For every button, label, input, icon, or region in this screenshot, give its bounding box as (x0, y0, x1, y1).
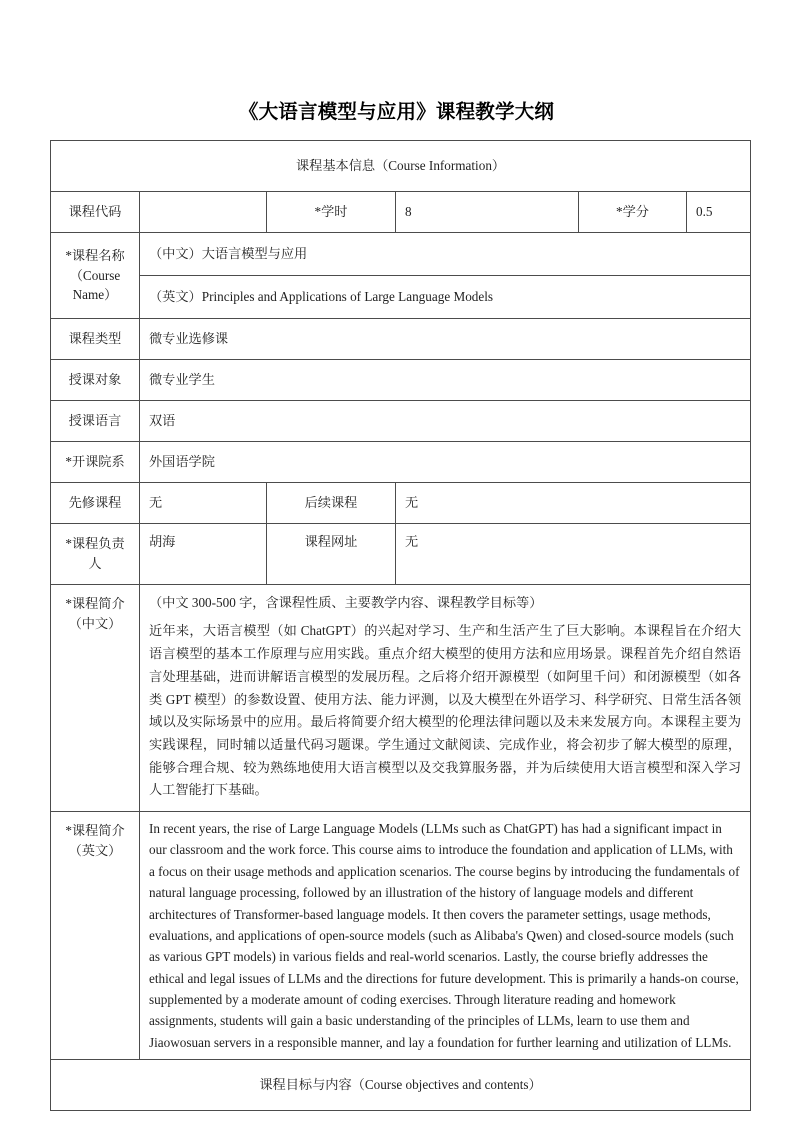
table-row-department (51, 442, 751, 483)
course-website-value: 无 (396, 524, 751, 585)
page-title: 《大语言模型与应用》课程教学大纲 (238, 102, 555, 123)
hours-label: *学时 (267, 192, 396, 233)
table-row-prerequisite (51, 483, 751, 524)
intro-cn-text: 近年来，大语言模型（如 ChatGPT）的兴起对学习、生产和生活产生了巨大影响。本课程旨在介绍大语言模型的基本工作原理与应用实践。重点介绍大模型的使用方法和应用场景。课程首先介绍自然语言处理基础，进而讲解语言模型的发展历程。之后将介绍开源模型（如阿里千问）和闭源模型（如各类 GPT 模型）的参数设置、使用方法、能力评测，以及大模型在外语学习、科学研究、日常生活各领域以及实际场景中的应用。最后将简要介绍大模型的伦理法律问题以及未来发展方向。本课程主要为实践课程，同时辅以适量代码习题课。学生通过文献阅读、完成作业，将会初步了解大模型的原理，能够合理合规、较为熟练地使用大语言模型以及交我算服务器，并为后续使用大语言模型和深入学习人工智能打下基础。 (149, 623, 742, 798)
prerequisite-label: 先修课程 (51, 483, 140, 524)
course-leader-label (51, 524, 140, 585)
table-row-course-name-en (51, 276, 751, 319)
language-value: 双语 (140, 401, 751, 442)
table-row-section-header (51, 141, 751, 192)
course-name-label-en-line1: （Course (69, 267, 121, 283)
table-row-audience (51, 360, 751, 401)
course-leader-value: 胡海 (140, 524, 267, 585)
table-row-course-type (51, 319, 751, 360)
table-row-objectives-header (51, 1060, 751, 1111)
table-row-intro-en (51, 812, 751, 1060)
table-row-course-name-cn (51, 233, 751, 276)
followup-value: 无 (396, 483, 751, 524)
table-row-language (51, 401, 751, 442)
intro-en-label-line1: *课程简介 (65, 823, 125, 839)
hours-value: 8 (396, 192, 579, 233)
course-information-table (50, 140, 751, 1111)
intro-cn-label-line2: （中文） (68, 615, 122, 631)
table-row-code-hours-credits (51, 192, 751, 233)
credits-label: *学分 (579, 192, 687, 233)
credits-value: 0.5 (687, 192, 751, 233)
intro-cn-label-line1: *课程简介 (65, 596, 125, 611)
audience-value: 微专业学生 (140, 360, 751, 401)
course-website-label: 课程网址 (267, 524, 396, 585)
intro-en-label-line2: （英文） (68, 842, 122, 858)
intro-en-label (51, 812, 140, 1060)
course-name-label-cn: *课程名称 (65, 247, 125, 263)
course-leader-label-line1: *课程负责 (65, 536, 125, 552)
language-label: 授课语言 (51, 401, 140, 442)
intro-cn-note: （中文 300-500 字，含课程性质、主要教学内容、课程教学目标等） (149, 595, 543, 610)
department-label: *开课院系 (51, 442, 140, 483)
followup-label: 后续课程 (267, 483, 396, 524)
course-code-label: 课程代码 (51, 192, 140, 233)
course-type-label: 课程类型 (51, 319, 140, 360)
course-name-en-value: （英文）Principles and Applications of Large Language Models (140, 276, 751, 319)
section-header-basic-info: 课程基本信息（Course Information） (51, 141, 751, 192)
table-row-intro-cn (51, 585, 751, 812)
course-code-value (140, 192, 267, 233)
intro-en-body (140, 812, 751, 1060)
table-row-course-leader (51, 524, 751, 585)
course-leader-label-line2: 人 (88, 556, 102, 571)
intro-en-text: In recent years, the rise of Large Language Models (LLMs such as ChatGPT) has had a significant impact in our classroom and the work force. This course aims to introduce the foundation and application of LLMs, with a focus on their usage methods and application scenarios. The course begins by introducing the fundamentals of natural language processing, followed by an illustration of the history of language models and different architectures of Transformer-based language models. It then covers the parameter settings, usage methods, evaluations, and applications of open-source models (such as Alibaba's Qwen) and closed-source models (such as various GPT models) in various fields and real-world scenarios. Lastly, the course briefly addresses the ethical and legal issues of LLMs and the directions for future development. This is primarily a hands-on course, supplemented by a moderate amount of coding exercises. Through literature reading and homework assignments, students will gain a basic understanding of the principles of LLMs, learn to use them and Jiaowosuan servers in a responsible manner, and lay a foundation for further learning and utilization of LLMs. (149, 821, 740, 1050)
audience-label: 授课对象 (51, 360, 140, 401)
section-header-objectives: 课程目标与内容（Course objectives and contents） (51, 1060, 751, 1111)
prerequisite-value: 无 (140, 483, 267, 524)
course-type-value: 微专业选修课 (140, 319, 751, 360)
course-name-label-en-line2: Name） (72, 287, 118, 303)
course-name-label (51, 233, 140, 319)
intro-cn-label (51, 585, 140, 812)
course-name-cn-value: （中文）大语言模型与应用 (140, 233, 751, 276)
intro-cn-body (140, 585, 751, 812)
department-value: 外国语学院 (140, 442, 751, 483)
